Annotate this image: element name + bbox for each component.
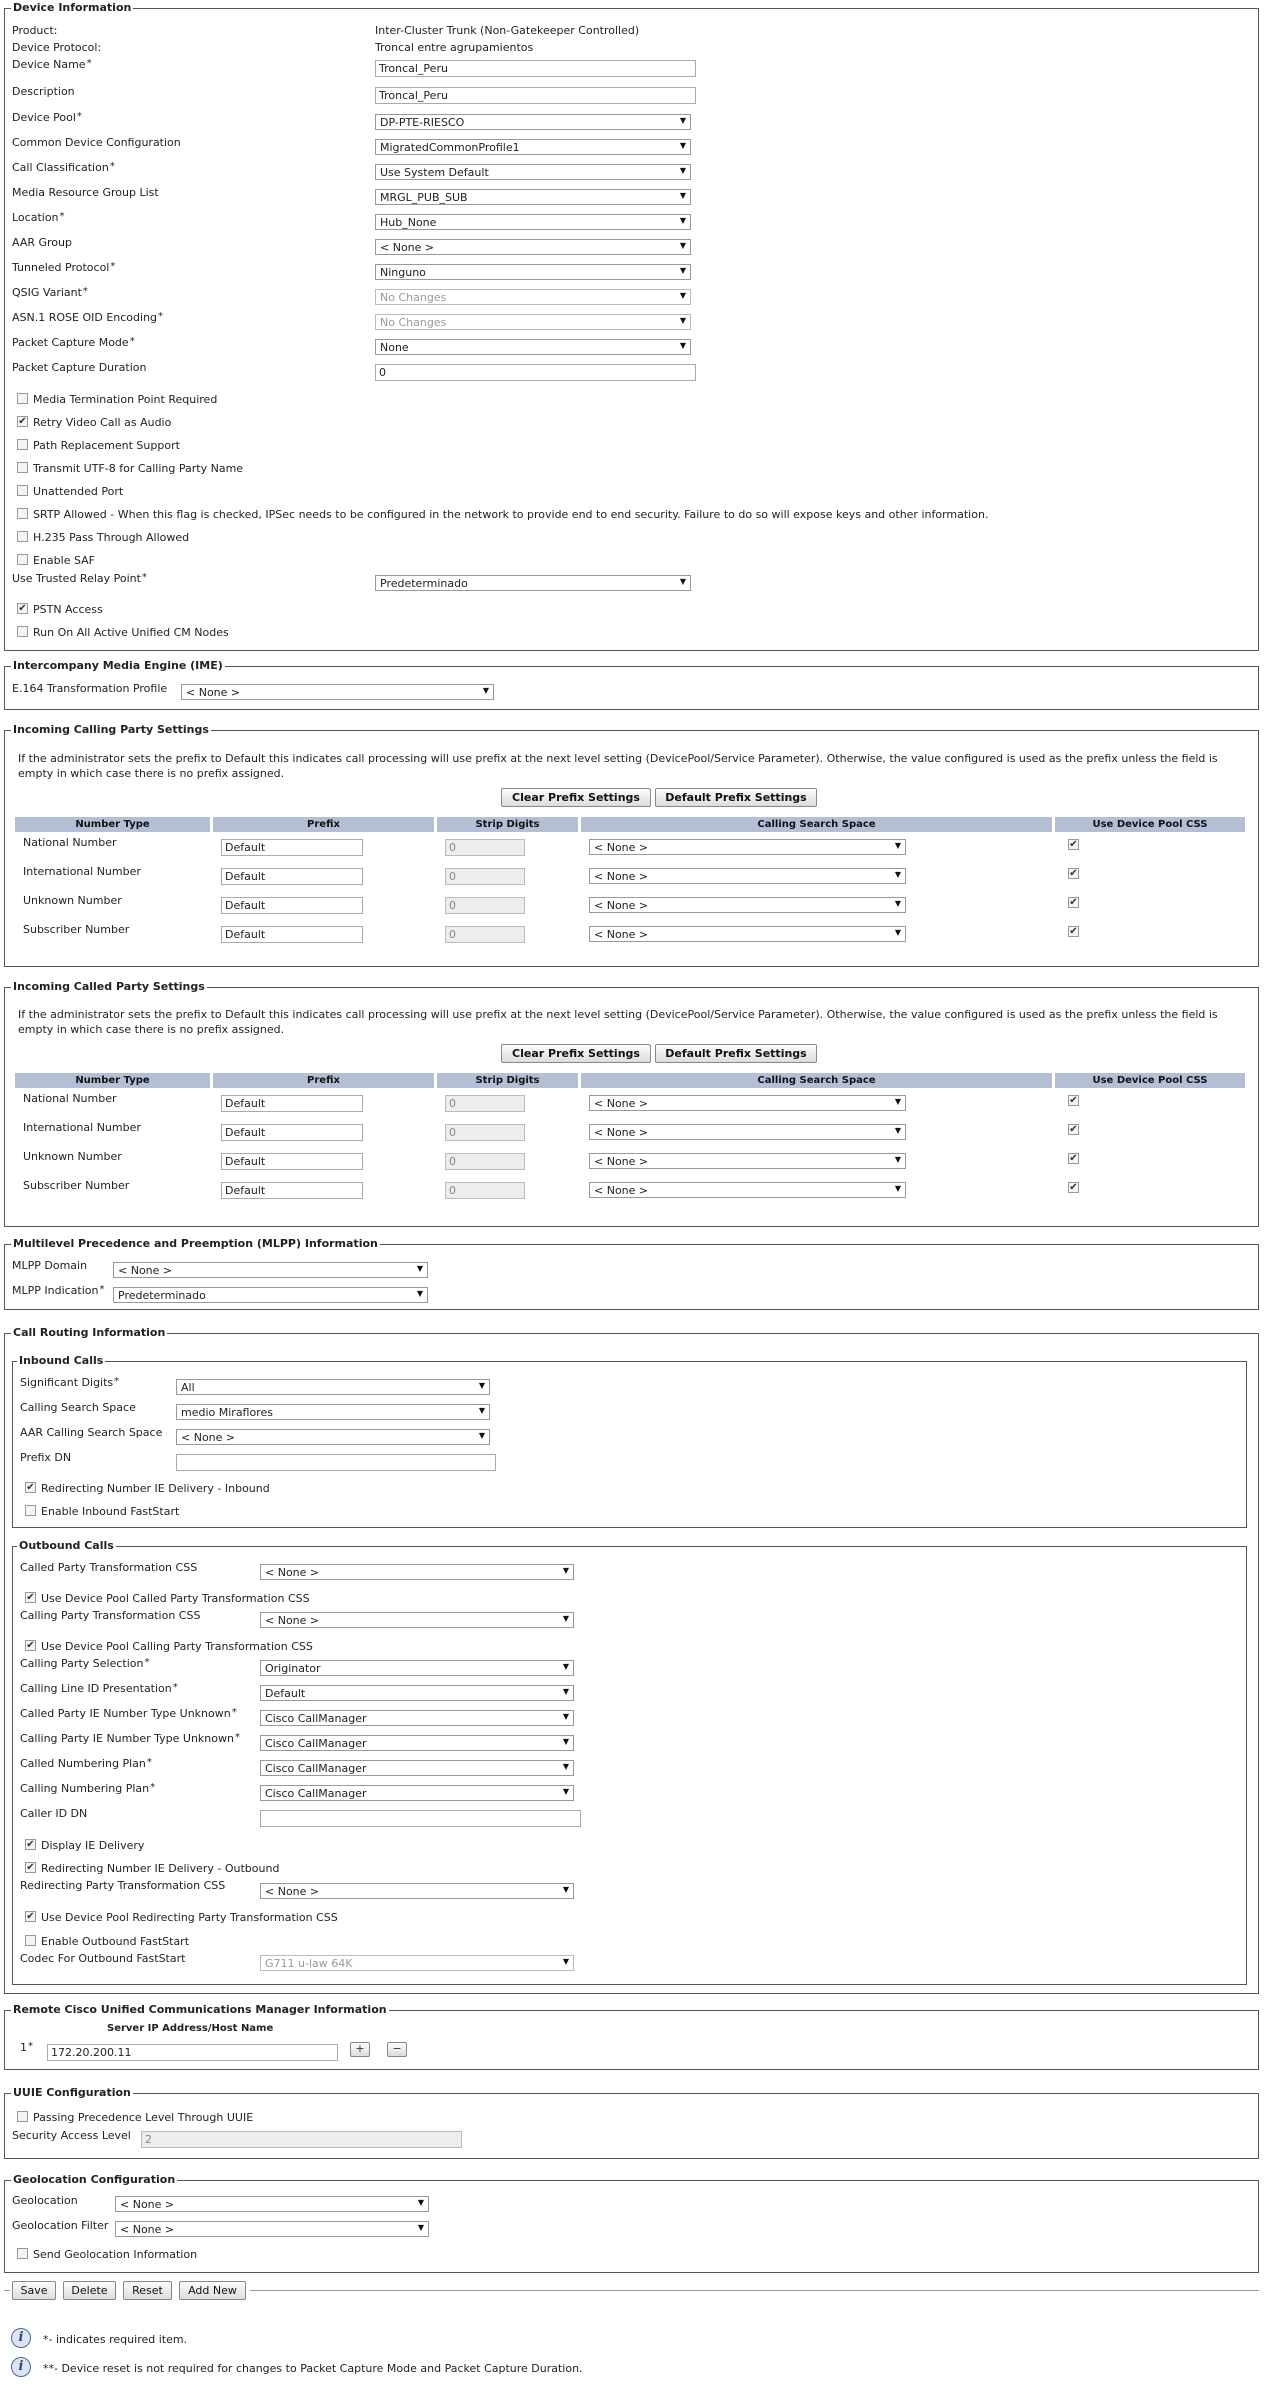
section-title: Geolocation Configuration xyxy=(13,2173,176,2186)
chevron-down-icon: ▼ xyxy=(562,1662,569,1671)
group-title: Outbound Calls xyxy=(19,1539,114,1552)
chevron-down-icon: ▼ xyxy=(894,1126,901,1135)
outbound-faststart-label: Enable Outbound FastStart xyxy=(41,1935,190,1948)
enable-saf-label: Enable SAF xyxy=(33,554,96,567)
inbound-css-select[interactable]: medio Miraflores ▼ xyxy=(176,1404,490,1420)
redirecting-outbound-label: Redirecting Number IE Delivery - Outbound xyxy=(41,1862,280,1875)
use-dp-calling-css-label: Use Device Pool Calling Party Transformation CSS xyxy=(41,1640,313,1653)
chevron-down-icon: ▼ xyxy=(562,1787,569,1796)
use-device-pool-css-checkbox[interactable]: ✔ xyxy=(1069,1182,1078,1193)
called-party-css-label: Called Party Transformation CSS xyxy=(20,1561,198,1574)
chevron-down-icon: ▼ xyxy=(562,1566,569,1575)
trusted-relay-label: Use Trusted Relay Point* xyxy=(12,572,147,585)
chevron-down-icon: ▼ xyxy=(894,1184,901,1193)
strip-digits-input[interactable] xyxy=(445,897,525,914)
mrgl-label: Media Resource Group List xyxy=(12,186,159,199)
calling-numbering-plan-label: Calling Numbering Plan* xyxy=(20,1782,156,1795)
path-replacement-label: Path Replacement Support xyxy=(33,439,180,452)
called-ie-type-label: Called Party IE Number Type Unknown* xyxy=(20,1707,237,1720)
add-new-button[interactable]: Add New xyxy=(179,2281,246,2300)
mrgl-select[interactable]: MRGL_PUB_SUB ▼ xyxy=(375,189,691,205)
use-dp-calling-css-checkbox[interactable]: ✔ xyxy=(26,1640,35,1651)
use-dp-called-css-label: Use Device Pool Called Party Transformation CSS xyxy=(41,1592,310,1605)
chevron-down-icon: ▼ xyxy=(894,1155,901,1164)
display-ie-checkbox[interactable]: ✔ xyxy=(26,1839,35,1850)
asn-rose-select[interactable]: No Changes ▼ xyxy=(375,314,691,330)
product-value: Inter-Cluster Trunk (Non-Gatekeeper Controlled) xyxy=(375,24,640,37)
chevron-down-icon: ▼ xyxy=(679,216,686,225)
chevron-down-icon: ▼ xyxy=(478,1381,485,1390)
device-name-label: Device Name* xyxy=(12,58,92,71)
column-header: Prefix xyxy=(213,817,434,832)
strip-digits-input[interactable] xyxy=(445,1124,525,1141)
path-replacement-checkbox[interactable] xyxy=(17,439,28,450)
calling-search-space-select[interactable]: < None > ▼ xyxy=(589,1124,906,1140)
enable-saf-checkbox[interactable] xyxy=(17,554,28,565)
calling-ie-type-label: Calling Party IE Number Type Unknown* xyxy=(20,1732,240,1745)
table-row xyxy=(15,919,1245,948)
display-ie-label: Display IE Delivery xyxy=(41,1839,145,1852)
redirecting-inbound-checkbox[interactable]: ✔ xyxy=(26,1482,35,1493)
inbound-css-label: Calling Search Space xyxy=(20,1401,136,1414)
number-type-cell: National Number xyxy=(23,836,117,849)
called-ie-type-select[interactable]: Cisco CallManager ▼ xyxy=(260,1710,574,1726)
unattended-port-checkbox[interactable] xyxy=(17,485,28,496)
outbound-faststart-checkbox[interactable] xyxy=(25,1935,36,1946)
qsig-variant-label: QSIG Variant* xyxy=(12,286,88,299)
remote-cucm-section xyxy=(4,2003,1259,2070)
passing-precedence-label: Passing Precedence Level Through UUIE xyxy=(33,2111,254,2124)
inbound-faststart-label: Enable Inbound FastStart xyxy=(41,1505,180,1518)
caller-id-dn-label: Caller ID DN xyxy=(20,1807,88,1820)
section-title: Incoming Called Party Settings xyxy=(13,980,205,993)
prefix-input[interactable] xyxy=(221,1182,363,1199)
call-classification-label: Call Classification* xyxy=(12,161,115,174)
trusted-relay-select[interactable]: Predeterminado ▼ xyxy=(375,575,691,591)
description-label: Description xyxy=(12,85,75,98)
run-on-all-checkbox[interactable] xyxy=(17,626,28,637)
calling-search-space-select[interactable]: < None > ▼ xyxy=(589,1182,906,1198)
device-pool-label: Device Pool* xyxy=(12,111,82,124)
server-ip-header: Server IP Address/Host Name xyxy=(107,2023,274,2034)
column-header: Strip Digits xyxy=(437,817,578,832)
save-button[interactable]: Save xyxy=(12,2281,56,2300)
calling-search-space-select[interactable]: < None > ▼ xyxy=(589,1095,906,1111)
tunneled-protocol-select[interactable]: Ninguno ▼ xyxy=(375,264,691,280)
geolocation-filter-label: Geolocation Filter xyxy=(12,2219,109,2232)
calling-search-space-select[interactable]: < None > ▼ xyxy=(589,839,906,855)
table-row xyxy=(15,890,1245,919)
chevron-down-icon: ▼ xyxy=(679,316,686,325)
info-icon: i xyxy=(11,2357,31,2377)
mlpp-domain-select[interactable]: < None > ▼ xyxy=(113,1262,428,1278)
send-geolocation-checkbox[interactable] xyxy=(17,2248,28,2259)
common-device-config-select[interactable]: MigratedCommonProfile1 ▼ xyxy=(375,139,691,155)
inbound-faststart-checkbox[interactable] xyxy=(25,1505,36,1516)
calling-numbering-plan-select[interactable]: Cisco CallManager ▼ xyxy=(260,1785,574,1801)
chevron-down-icon: ▼ xyxy=(562,1885,569,1894)
srtp-allowed-checkbox[interactable] xyxy=(17,508,28,519)
significant-digits-select[interactable]: All ▼ xyxy=(176,1379,490,1395)
asn-rose-label: ASN.1 ROSE OID Encoding* xyxy=(12,311,164,324)
table-header-row xyxy=(15,817,1245,832)
srtp-allowed-label: SRTP Allowed - When this flag is checked, IPSec needs to be configured in the network to provide end to end security. Failure to do so will expose keys and other information. xyxy=(33,508,989,521)
group-title: Inbound Calls xyxy=(19,1354,104,1367)
strip-digits-input[interactable] xyxy=(445,1095,525,1112)
section-title: Multilevel Precedence and Preemption (MLPP) Information xyxy=(13,1237,378,1250)
redirecting-inbound-label: Redirecting Number IE Delivery - Inbound xyxy=(41,1482,270,1495)
strip-digits-input[interactable] xyxy=(445,868,525,885)
chevron-down-icon: ▼ xyxy=(679,266,686,275)
mlpp-indication-select[interactable]: Predeterminado ▼ xyxy=(113,1287,428,1303)
chevron-down-icon: ▼ xyxy=(679,141,686,150)
geolocation-label: Geolocation xyxy=(12,2194,78,2207)
table-row xyxy=(15,1088,1245,1117)
qsig-variant-select[interactable]: No Changes ▼ xyxy=(375,289,691,305)
chevron-down-icon: ▼ xyxy=(416,1264,423,1273)
calling-party-css-select[interactable]: < None > ▼ xyxy=(260,1612,574,1628)
incoming-calling-note: If the administrator sets the prefix to Default this indicates call processing will use prefix at the next level setting (DevicePool/Service Parameter). Otherwise, the value configured is used as the prefix unless the field is empty in which case there is no prefix assigned. xyxy=(18,752,1218,780)
section-title: Intercompany Media Engine (IME) xyxy=(13,659,223,672)
server-row-index: 1* xyxy=(20,2041,33,2054)
use-dp-redirecting-css-checkbox[interactable]: ✔ xyxy=(26,1911,35,1922)
chevron-down-icon: ▼ xyxy=(894,899,901,908)
server-ip-input[interactable] xyxy=(47,2044,338,2061)
geolocation-filter-select[interactable]: < None > ▼ xyxy=(115,2221,429,2237)
device-protocol-value: Troncal entre agrupamientos xyxy=(375,41,534,54)
device-protocol-label: Device Protocol: xyxy=(12,41,102,54)
prefix-input[interactable] xyxy=(221,926,363,943)
calling-party-css-label: Calling Party Transformation CSS xyxy=(20,1609,201,1622)
device-pool-select[interactable]: DP-PTE-RIESCO ▼ xyxy=(375,114,691,130)
chevron-down-icon: ▼ xyxy=(562,1957,569,1966)
chevron-down-icon: ▼ xyxy=(894,870,901,879)
tunneled-protocol-label: Tunneled Protocol* xyxy=(12,261,116,274)
column-header: Prefix xyxy=(213,1073,434,1088)
codec-select[interactable]: G711 u-law 64K ▼ xyxy=(260,1955,574,1971)
prefix-input[interactable] xyxy=(221,868,363,885)
chevron-down-icon: ▼ xyxy=(894,841,901,850)
e164-profile-label: E.164 Transformation Profile xyxy=(12,682,168,695)
codec-label: Codec For Outbound FastStart xyxy=(20,1952,186,1965)
h235-label: H.235 Pass Through Allowed xyxy=(33,531,190,544)
location-select[interactable]: Hub_None ▼ xyxy=(375,214,691,230)
redirecting-css-label: Redirecting Party Transformation CSS xyxy=(20,1879,226,1892)
chevron-down-icon: ▼ xyxy=(894,928,901,937)
e164-profile-select[interactable]: < None > ▼ xyxy=(181,684,494,700)
number-type-cell: Unknown Number xyxy=(23,894,122,907)
redirecting-outbound-checkbox[interactable]: ✔ xyxy=(26,1862,35,1873)
chevron-down-icon: ▼ xyxy=(679,241,686,250)
prefix-input[interactable] xyxy=(221,1095,363,1112)
aar-css-select[interactable]: < None > ▼ xyxy=(176,1429,490,1445)
clid-presentation-select[interactable]: Default ▼ xyxy=(260,1685,574,1701)
section-title: Incoming Calling Party Settings xyxy=(13,723,209,736)
divider xyxy=(4,2290,10,2291)
called-numbering-plan-label: Called Numbering Plan* xyxy=(20,1757,152,1770)
called-party-css-select[interactable]: < None > ▼ xyxy=(260,1564,574,1580)
use-dp-redirecting-css-label: Use Device Pool Redirecting Party Transformation CSS xyxy=(41,1911,338,1924)
calling-party-selection-label: Calling Party Selection* xyxy=(20,1657,150,1670)
section-title: Device Information xyxy=(13,1,132,14)
use-device-pool-css-checkbox[interactable]: ✔ xyxy=(1069,1095,1078,1106)
calling-party-selection-select[interactable]: Originator ▼ xyxy=(260,1660,574,1676)
common-device-config-label: Common Device Configuration xyxy=(12,136,181,149)
strip-digits-input[interactable] xyxy=(445,1182,525,1199)
default-prefix-button[interactable]: Default Prefix Settings xyxy=(655,788,817,807)
number-type-cell: Subscriber Number xyxy=(23,1179,130,1192)
security-access-input[interactable] xyxy=(141,2131,462,2148)
product-label: Product: xyxy=(12,24,58,37)
chevron-down-icon: ▼ xyxy=(478,1406,485,1415)
use-dp-called-css-checkbox[interactable]: ✔ xyxy=(26,1592,35,1603)
redirecting-css-select[interactable]: < None > ▼ xyxy=(260,1883,574,1899)
number-type-cell: International Number xyxy=(23,865,141,878)
mtp-required-checkbox[interactable] xyxy=(17,393,28,404)
chevron-down-icon: ▼ xyxy=(562,1737,569,1746)
required-note: *- indicates required item. xyxy=(43,2333,188,2346)
called-numbering-plan-select[interactable]: Cisco CallManager ▼ xyxy=(260,1760,574,1776)
number-type-cell: Unknown Number xyxy=(23,1150,122,1163)
calling-search-space-select[interactable]: < None > ▼ xyxy=(589,868,906,884)
add-server-icon[interactable]: + xyxy=(350,2042,370,2057)
chevron-down-icon: ▼ xyxy=(679,116,686,125)
column-header: Use Device Pool CSS xyxy=(1055,1073,1245,1088)
call-classification-select[interactable]: Use System Default ▼ xyxy=(375,164,691,180)
chevron-down-icon: ▼ xyxy=(417,2198,424,2207)
caller-id-dn-input[interactable] xyxy=(260,1810,581,1827)
clear-prefix-button[interactable]: Clear Prefix Settings xyxy=(501,788,651,807)
column-header: Calling Search Space xyxy=(581,1073,1052,1088)
chevron-down-icon: ▼ xyxy=(562,1712,569,1721)
chevron-down-icon: ▼ xyxy=(562,1762,569,1771)
chevron-down-icon: ▼ xyxy=(478,1431,485,1440)
clid-presentation-label: Calling Line ID Presentation* xyxy=(20,1682,178,1695)
remove-server-icon[interactable]: − xyxy=(387,2042,407,2057)
chevron-down-icon: ▼ xyxy=(417,2223,424,2232)
retry-video-label: Retry Video Call as Audio xyxy=(33,416,172,429)
strip-digits-input[interactable] xyxy=(445,926,525,943)
send-geolocation-label: Send Geolocation Information xyxy=(33,2248,198,2261)
packet-capture-mode-select[interactable]: None ▼ xyxy=(375,339,691,355)
calling-search-space-select[interactable]: < None > ▼ xyxy=(589,1153,906,1169)
packet-capture-mode-label: Packet Capture Mode* xyxy=(12,336,135,349)
chevron-down-icon: ▼ xyxy=(482,686,489,695)
chevron-down-icon: ▼ xyxy=(679,191,686,200)
incoming-called-note: If the administrator sets the prefix to Default this indicates call processing will use prefix at the next level setting (DevicePool/Service Parameter). Otherwise, the value configured is used as the prefix unless the field is empty in which case there is no prefix assigned. xyxy=(18,1008,1218,1036)
chevron-down-icon: ▼ xyxy=(679,166,686,175)
uuie-section xyxy=(4,2086,1259,2159)
table-row xyxy=(15,1117,1245,1146)
chevron-down-icon: ▼ xyxy=(894,1097,901,1106)
clear-prefix-button[interactable]: Clear Prefix Settings xyxy=(501,1044,651,1063)
column-header: Calling Search Space xyxy=(581,817,1052,832)
pstn-access-label: PSTN Access xyxy=(33,603,103,616)
section-title: UUIE Configuration xyxy=(13,2086,131,2099)
prefix-input[interactable] xyxy=(221,1124,363,1141)
chevron-down-icon: ▼ xyxy=(679,291,686,300)
table-row xyxy=(15,832,1245,861)
aar-group-label: AAR Group xyxy=(12,236,72,249)
passing-precedence-checkbox[interactable] xyxy=(17,2111,28,2122)
strip-digits-input[interactable] xyxy=(445,839,525,856)
transmit-utf8-checkbox[interactable] xyxy=(17,462,28,473)
aar-group-select[interactable]: < None > ▼ xyxy=(375,239,691,255)
significant-digits-label: Significant Digits* xyxy=(20,1376,120,1389)
info-icon: i xyxy=(11,2328,31,2348)
table-row xyxy=(15,1146,1245,1175)
section-title: Call Routing Information xyxy=(13,1326,166,1339)
default-prefix-button[interactable]: Default Prefix Settings xyxy=(655,1044,817,1063)
incoming-calling-table xyxy=(12,817,1248,948)
table-row xyxy=(15,861,1245,890)
prefix-input[interactable] xyxy=(221,1153,363,1170)
pstn-access-checkbox[interactable]: ✔ xyxy=(18,603,27,614)
prefix-input[interactable] xyxy=(221,897,363,914)
table-row xyxy=(15,1175,1245,1204)
table-header-row xyxy=(15,1073,1245,1088)
reset-button[interactable]: Reset xyxy=(123,2281,172,2300)
prefix-input[interactable] xyxy=(221,839,363,856)
number-type-cell: Subscriber Number xyxy=(23,923,130,936)
column-header: Use Device Pool CSS xyxy=(1055,817,1245,832)
transmit-utf8-label: Transmit UTF-8 for Calling Party Name xyxy=(33,462,244,475)
mtp-required-label: Media Termination Point Required xyxy=(33,393,218,406)
incoming-called-table xyxy=(12,1073,1248,1204)
device-name-input[interactable] xyxy=(375,60,696,77)
aar-css-label: AAR Calling Search Space xyxy=(20,1426,163,1439)
chevron-down-icon: ▼ xyxy=(679,577,686,586)
calling-ie-type-select[interactable]: Cisco CallManager ▼ xyxy=(260,1735,574,1751)
column-header: Number Type xyxy=(15,1073,210,1088)
use-device-pool-css-checkbox[interactable]: ✔ xyxy=(1069,868,1078,879)
description-input[interactable] xyxy=(375,87,696,104)
retry-video-checkbox[interactable]: ✔ xyxy=(18,416,27,427)
delete-button[interactable]: Delete xyxy=(63,2281,116,2300)
security-access-label: Security Access Level xyxy=(12,2129,131,2142)
prefix-dn-label: Prefix DN xyxy=(20,1451,72,1464)
use-device-pool-css-checkbox[interactable]: ✔ xyxy=(1069,839,1078,850)
chevron-down-icon: ▼ xyxy=(562,1687,569,1696)
prefix-dn-input[interactable] xyxy=(176,1454,496,1471)
number-type-cell: National Number xyxy=(23,1092,117,1105)
number-type-cell: International Number xyxy=(23,1121,141,1134)
calling-search-space-select[interactable]: < None > ▼ xyxy=(589,897,906,913)
use-device-pool-css-checkbox[interactable]: ✔ xyxy=(1069,897,1078,908)
column-header: Number Type xyxy=(15,817,210,832)
geolocation-select[interactable]: < None > ▼ xyxy=(115,2196,429,2212)
h235-checkbox[interactable] xyxy=(17,531,28,542)
unattended-port-label: Unattended Port xyxy=(33,485,124,498)
mlpp-domain-label: MLPP Domain xyxy=(12,1259,88,1272)
chevron-down-icon: ▼ xyxy=(679,341,686,350)
packet-capture-duration-input[interactable] xyxy=(375,364,696,381)
column-header: Strip Digits xyxy=(437,1073,578,1088)
chevron-down-icon: ▼ xyxy=(416,1289,423,1298)
location-label: Location* xyxy=(12,211,65,224)
chevron-down-icon: ▼ xyxy=(562,1614,569,1623)
strip-digits-input[interactable] xyxy=(445,1153,525,1170)
use-device-pool-css-checkbox[interactable]: ✔ xyxy=(1069,1124,1078,1135)
use-device-pool-css-checkbox[interactable]: ✔ xyxy=(1069,926,1078,937)
calling-search-space-select[interactable]: < None > ▼ xyxy=(589,926,906,942)
run-on-all-label: Run On All Active Unified CM Nodes xyxy=(33,626,229,639)
divider xyxy=(250,2290,1259,2291)
section-title: Remote Cisco Unified Communications Manager Information xyxy=(13,2003,387,2016)
mlpp-indication-label: MLPP Indication* xyxy=(12,1284,105,1297)
reset-note: **- Device reset is not required for changes to Packet Capture Mode and Packet Capture Duration. xyxy=(43,2362,583,2375)
use-device-pool-css-checkbox[interactable]: ✔ xyxy=(1069,1153,1078,1164)
packet-capture-duration-label: Packet Capture Duration xyxy=(12,361,147,374)
